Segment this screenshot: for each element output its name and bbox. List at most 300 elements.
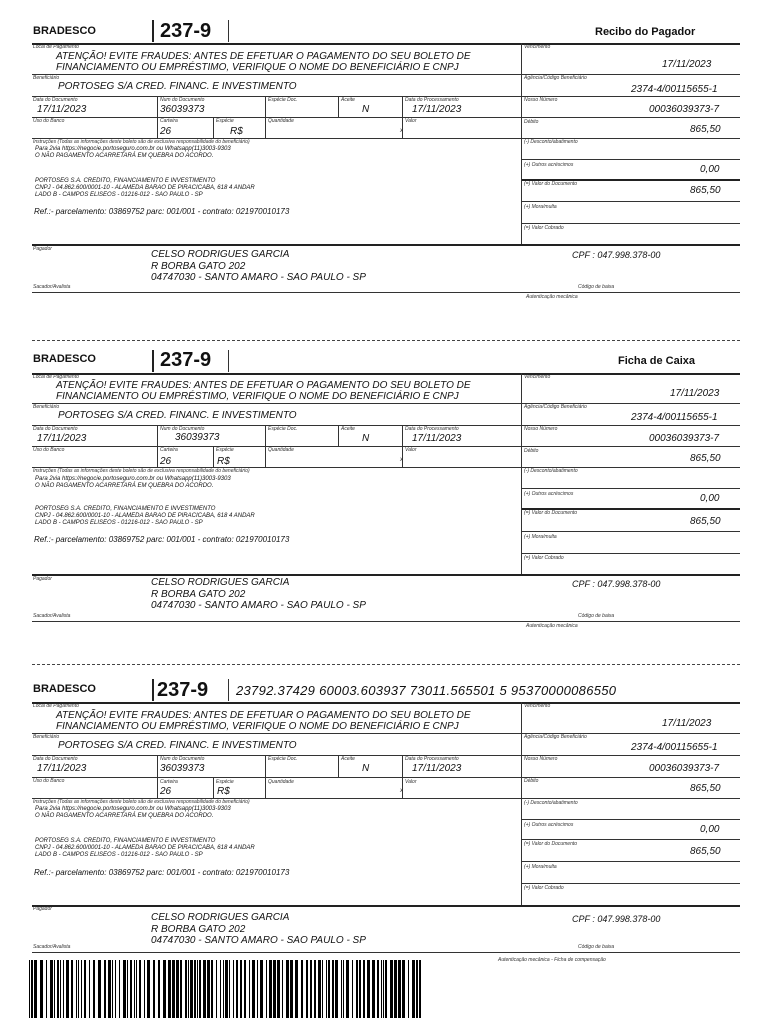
barcode-bar (207, 960, 210, 1018)
pagador-street: R BORBA GATO 202 (151, 924, 246, 935)
rule-3 (32, 777, 740, 778)
agencia-value: 2374-4/00115655-1 (631, 742, 718, 753)
beneficiario-value: PORTOSEG S/A CRED. FINANC. E INVESTIMENTO (58, 81, 297, 92)
num-documento-value: 36039373 (160, 104, 205, 115)
code-divider-left (152, 350, 154, 372)
barcode-bar (326, 960, 327, 1018)
barcode-bar (332, 960, 334, 1018)
bank-code: 237-9 (160, 349, 212, 371)
barcode-bar (282, 960, 283, 1018)
quantidade-x: x (400, 788, 403, 794)
recibo-do-pagador (0, 18, 768, 308)
barcode-bar (123, 960, 126, 1018)
label-num-documento: Num do Documento (160, 756, 205, 762)
agencia-value: 2374-4/00115655-1 (631, 84, 718, 95)
beneficiario-value: PORTOSEG S/A CRED. FINANC. E INVESTIMENTO (58, 740, 297, 751)
label-codigo-baixa: Código de baixa (578, 613, 615, 619)
barcode-bar (98, 960, 101, 1018)
label-debito: Débito (524, 119, 539, 125)
barcode-bar (139, 960, 141, 1018)
label-uso-banco: Uso do Banco (33, 447, 65, 453)
barcode (29, 960, 421, 1018)
quantidade-x: x (400, 128, 403, 134)
label-mora-multa: (+) Mora/multa (524, 534, 557, 540)
barcode-bar (185, 960, 187, 1018)
barcode-bar (385, 960, 387, 1018)
barcode-bar (136, 960, 137, 1018)
label-sacador: Sacador/Avalista (33, 613, 71, 619)
barcode-bar (233, 960, 234, 1018)
code-divider-left (152, 679, 154, 701)
label-autenticacao: Autenticação mecânica (526, 623, 578, 629)
barcode-bar (31, 960, 33, 1018)
barcode-bar (180, 960, 182, 1018)
barcode-bar (416, 960, 418, 1018)
barcode-bar (394, 960, 397, 1018)
barcode-bar (50, 960, 53, 1018)
barcode-bar (383, 960, 384, 1018)
barcode-bar (398, 960, 401, 1018)
barcode-bar (252, 960, 255, 1018)
barcode-bar (236, 960, 238, 1018)
instrucoes-line4: CNPJ - 04.862.600/0001-10 - ALAMEDA BARAO DE PIRACICABA, 618 4 ANDAR (35, 845, 255, 851)
label-agencia: Agência/Código Beneficiário (524, 404, 587, 410)
label-quantidade: Quantidade (268, 779, 294, 785)
label-especie: Espécie (216, 118, 234, 124)
pagador-cpf: CPF : 047.998.378-00 (572, 579, 661, 589)
instrucoes-line5: LADO B - CAMPOS ELISEOS - 01216-012 - SAO PAULO - SP (35, 520, 203, 526)
barcode-bar (84, 960, 86, 1018)
barcode-bar (168, 960, 171, 1018)
barcode-bar (46, 960, 47, 1018)
vencimento-value: 17/11/2023 (662, 718, 712, 729)
instrucoes-line2: O NÃO PAGAMENTO ACARRETARÁ EM QUEBRA DO ACORDO. (35, 153, 214, 159)
vencimento-value: 17/11/2023 (662, 59, 712, 70)
label-valor-cobrado: (=) Valor Cobrado (524, 225, 564, 231)
barcode-bar (356, 960, 358, 1018)
col-divider (213, 446, 214, 467)
barcode-bar (203, 960, 206, 1018)
col-divider (265, 96, 266, 117)
barcode-bar (119, 960, 120, 1018)
outros-acrescimos-value: 0,00 (700, 164, 720, 175)
barcode-bar (104, 960, 106, 1018)
barcode-bar (390, 960, 393, 1018)
label-instrucoes: Instruções (Todas as informações deste boleto são de exclusiva responsabilidade do beneficiário) (33, 139, 250, 145)
instrucoes-line2: O NÃO PAGAMENTO ACARRETARÁ EM QUEBRA DO ACORDO. (35, 813, 214, 819)
barcode-bar (127, 960, 128, 1018)
rule-1 (32, 403, 740, 404)
rule-9 (32, 905, 740, 907)
label-data-processamento: Data do Processamento (405, 426, 459, 432)
label-outros-acrescimos: (+) Outros acréscimos (524, 491, 574, 497)
barcode-bar (306, 960, 308, 1018)
barcode-bar (220, 960, 221, 1018)
col-divider (265, 117, 266, 138)
debito-value: 865,50 (690, 453, 721, 464)
cut-line (32, 340, 740, 341)
label-sacador: Sacador/Avalista (33, 944, 71, 950)
rule-7 (521, 531, 740, 532)
rule-6 (521, 839, 740, 840)
col-divider (265, 446, 266, 467)
barcode-bar (286, 960, 289, 1018)
label-valor-cobrado: (=) Valor Cobrado (524, 555, 564, 561)
label-codigo-baixa: Código de baixa (578, 284, 615, 290)
pagador-name: CELSO RODRIGUES GARCIA (151, 912, 290, 923)
barcode-bar (341, 960, 342, 1018)
rule-10 (32, 292, 740, 293)
label-valor-documento: (=) Valor do Documento (524, 510, 578, 516)
label-mora-multa: (+) Mora/multa (524, 204, 557, 210)
pagador-street: R BORBA GATO 202 (151, 589, 246, 600)
rule-1 (32, 74, 740, 75)
debito-value: 865,50 (690, 783, 721, 794)
carteira-value: 26 (160, 126, 172, 137)
label-valor-documento: (=) Valor do Documento (524, 181, 578, 187)
nosso-numero-value: 00036039373-7 (649, 104, 720, 115)
barcode-bar (290, 960, 293, 1018)
barcode-bar (408, 960, 409, 1018)
label-quantidade: Quantidade (268, 447, 294, 453)
label-data-processamento: Data do Processamento (405, 756, 459, 762)
barcode-bar (318, 960, 321, 1018)
bank-code: 237-9 (160, 20, 212, 42)
rule-8 (521, 223, 740, 224)
debito-value: 865,50 (690, 124, 721, 135)
barcode-bar (63, 960, 64, 1018)
pagador-name: CELSO RODRIGUES GARCIA (151, 249, 290, 260)
col-divider (265, 425, 266, 446)
label-mora-multa: (+) Mora/multa (524, 864, 557, 870)
data-documento-value: 17/11/2023 (37, 104, 87, 115)
rule-5 (521, 819, 740, 820)
right-column-divider (521, 373, 522, 574)
barcode-bar (359, 960, 361, 1018)
label-valor: Valor (405, 118, 417, 124)
label-pagador: Pagador (33, 906, 52, 912)
barcode-bar (93, 960, 95, 1018)
valor-documento-value: 865,50 (690, 846, 721, 857)
barcode-bar (66, 960, 69, 1018)
barcode-bar (158, 960, 160, 1018)
label-pagador: Pagador (33, 246, 52, 252)
data-documento-value: 17/11/2023 (37, 433, 87, 444)
instrucoes-ref: Ref.:- parcelamento: 03869752 parc: 001/001 - contrato: 021970010173 (34, 868, 290, 877)
label-nosso-numero: Nosso Número (524, 426, 558, 432)
num-documento-value: 36039373 (160, 763, 205, 774)
barcode-bar (229, 960, 230, 1018)
label-instrucoes: Instruções (Todas as informações deste boleto são de exclusiva responsabilidade do beneficiário) (33, 468, 250, 474)
barcode-bar (34, 960, 37, 1018)
outros-acrescimos-value: 0,00 (700, 824, 720, 835)
rule-8 (521, 553, 740, 554)
instrucoes-ref: Ref.:- parcelamento: 03869752 parc: 001/001 - contrato: 021970010173 (34, 535, 290, 544)
aceite-value: N (362, 433, 370, 444)
barcode-bar (76, 960, 77, 1018)
rule-8 (521, 883, 740, 884)
barcode-bar (172, 960, 175, 1018)
rule-2 (32, 755, 740, 756)
instrucoes-line3: PORTOSEG S.A. CREDITO, FINANCIAMENTO E INVESTIMENTO (35, 838, 216, 844)
instrucoes-line1: Para 2via https://negocie.portoseguro.com.br ou Whatsapp(11)3003-9303 (35, 146, 231, 152)
label-pagador: Pagador (33, 576, 52, 582)
barcode-bar (144, 960, 145, 1018)
data-documento-value: 17/11/2023 (37, 763, 87, 774)
label-nosso-numero: Nosso Número (524, 756, 558, 762)
label-carteira: Carteira (160, 118, 178, 124)
label-carteira: Carteira (160, 779, 178, 785)
barcode-bar (29, 960, 30, 1018)
local-pagamento-line1: ATENÇÃO! EVITE FRAUDES: ANTES DE EFETUAR O PAGAMENTO DO SEU BOLETO DE (56, 380, 471, 391)
barcode-bar (78, 960, 79, 1018)
barcode-bar (257, 960, 258, 1018)
label-data-documento: Data do Documento (33, 426, 78, 432)
label-valor: Valor (405, 779, 417, 785)
label-valor-cobrado: (=) Valor Cobrado (524, 885, 564, 891)
label-desconto: (-) Desconto/abatimento (524, 139, 578, 145)
barcode-bar (295, 960, 298, 1018)
bank-name: BRADESCO (33, 353, 96, 365)
label-valor: Valor (405, 447, 417, 453)
vencimento-value: 17/11/2023 (670, 388, 720, 399)
barcode-bar (112, 960, 113, 1018)
barcode-bar (176, 960, 179, 1018)
col-divider (265, 755, 266, 777)
label-uso-banco: Uso do Banco (33, 778, 65, 784)
bank-name: BRADESCO (33, 683, 96, 695)
barcode-bar (54, 960, 55, 1018)
label-codigo-baixa: Código de baixa (578, 944, 615, 950)
especie-value: R$ (217, 786, 230, 797)
stub-title: Recibo do Pagador (595, 26, 696, 38)
nosso-numero-value: 00036039373-7 (649, 433, 720, 444)
label-local-pagamento: Local de Pagamento (33, 374, 79, 380)
rule-2 (32, 425, 740, 426)
barcode-bar (57, 960, 59, 1018)
rule-9 (32, 574, 740, 576)
label-especie-doc: Espécie Doc. (268, 97, 298, 103)
rule-7 (521, 861, 740, 862)
barcode-bar (363, 960, 365, 1018)
barcode-bar (147, 960, 150, 1018)
label-vencimento: Vencimento (524, 703, 551, 709)
barcode-bar (367, 960, 370, 1018)
label-data-documento: Data do Documento (33, 97, 78, 103)
label-agencia: Agência/Código Beneficiário (524, 734, 587, 740)
local-pagamento-line1: ATENÇÃO! EVITE FRAUDES: ANTES DE EFETUAR O PAGAMENTO DO SEU BOLETO DE (56, 51, 471, 62)
barcode-bar (81, 960, 82, 1018)
label-uso-banco: Uso do Banco (33, 118, 65, 124)
rule-2 (32, 96, 740, 97)
col-divider (338, 96, 339, 117)
right-column-divider (521, 43, 522, 244)
code-divider-right (228, 679, 229, 701)
label-data-processamento: Data do Processamento (405, 97, 459, 103)
label-aceite: Aceite (341, 97, 355, 103)
label-outros-acrescimos: (+) Outros acréscimos (524, 162, 574, 168)
label-num-documento: Num do Documento (160, 97, 205, 103)
col-divider (402, 117, 403, 138)
barcode-bar (343, 960, 344, 1018)
barcode-bar (310, 960, 312, 1018)
barcode-bar (211, 960, 213, 1018)
nosso-numero-value: 00036039373-7 (649, 763, 720, 774)
pagador-cpf: CPF : 047.998.378-00 (572, 914, 661, 924)
outros-acrescimos-value: 0,00 (700, 493, 720, 504)
rule-5 (521, 159, 740, 160)
header-rule (32, 43, 740, 45)
right-column-divider (521, 702, 522, 905)
label-sacador: Sacador/Avalista (33, 284, 71, 290)
barcode-bar (197, 960, 198, 1018)
label-vencimento: Vencimento (524, 44, 551, 50)
barcode-bar (40, 960, 43, 1018)
rule-5 (521, 488, 740, 489)
instrucoes-line5: LADO B - CAMPOS ELISEOS - 01216-012 - SAO PAULO - SP (35, 852, 203, 858)
col-divider (402, 777, 403, 798)
rule-9 (32, 244, 740, 246)
instrucoes-line3: PORTOSEG S.A. CREDITO, FINANCIAMENTO E INVESTIMENTO (35, 506, 216, 512)
code-divider-right (228, 350, 229, 372)
barcode-bar (163, 960, 166, 1018)
label-especie: Espécie (216, 779, 234, 785)
barcode-bar (188, 960, 189, 1018)
barcode-bar (381, 960, 382, 1018)
data-processamento-value: 17/11/2023 (412, 433, 462, 444)
barcode-bar (314, 960, 316, 1018)
local-pagamento-line2: FINANCIAMENTO OU EMPRÉSTIMO, VERIFIQUE O NOME DO BENEFICIÁRIO E CNPJ (56, 391, 459, 402)
barcode-bar (249, 960, 250, 1018)
barcode-bar (153, 960, 155, 1018)
barcode-bar (199, 960, 201, 1018)
instrucoes-line4: CNPJ - 04.862.600/0001-10 - ALAMEDA BARAO DE PIRACICABA, 618 4 ANDAR (35, 513, 255, 519)
barcode-bar (277, 960, 280, 1018)
barcode-bar (266, 960, 267, 1018)
code-divider-right (228, 20, 229, 42)
label-nosso-numero: Nosso Número (524, 97, 558, 103)
barcode-bar (130, 960, 132, 1018)
label-desconto: (-) Desconto/abatimento (524, 800, 578, 806)
beneficiario-value: PORTOSEG S/A CRED. FINANC. E INVESTIMENTO (58, 410, 297, 421)
barcode-bar (269, 960, 272, 1018)
data-processamento-value: 17/11/2023 (412, 763, 462, 774)
label-data-documento: Data do Documento (33, 756, 78, 762)
data-processamento-value: 17/11/2023 (412, 104, 462, 115)
barcode-bar (260, 960, 263, 1018)
barcode-bar (273, 960, 276, 1018)
aceite-value: N (362, 763, 370, 774)
carteira-value: 26 (160, 786, 172, 797)
quantidade-x: x (400, 457, 403, 463)
carteira-value: 26 (160, 456, 172, 467)
label-desconto: (-) Desconto/abatimento (524, 468, 578, 474)
col-divider (213, 117, 214, 138)
label-carteira: Carteira (160, 447, 178, 453)
barcode-bar (377, 960, 379, 1018)
label-especie-doc: Espécie Doc. (268, 426, 298, 432)
barcode-bar (328, 960, 330, 1018)
label-quantidade: Quantidade (268, 118, 294, 124)
instrucoes-ref: Ref.:- parcelamento: 03869752 parc: 001/001 - contrato: 021970010173 (34, 207, 290, 216)
local-pagamento-line1: ATENÇÃO! EVITE FRAUDES: ANTES DE EFETUAR O PAGAMENTO DO SEU BOLETO DE (56, 710, 471, 721)
pagador-street: R BORBA GATO 202 (151, 261, 246, 272)
barcode-bar (115, 960, 116, 1018)
instrucoes-line1: Para 2via https://negocie.portoseguro.com.br ou Whatsapp(11)3003-9303 (35, 476, 231, 482)
rule-10 (32, 621, 740, 622)
ficha-de-caixa (0, 348, 768, 638)
col-divider (402, 96, 403, 117)
col-divider (213, 777, 214, 798)
label-vencimento: Vencimento (524, 374, 551, 380)
label-debito: Débito (524, 448, 539, 454)
bank-code: 237-9 (157, 679, 209, 701)
label-valor-documento: (=) Valor do Documento (524, 841, 578, 847)
pagador-name: CELSO RODRIGUES GARCIA (151, 577, 290, 588)
barcode-bar (71, 960, 73, 1018)
barcode-bar (301, 960, 303, 1018)
barcode-bar (60, 960, 61, 1018)
label-especie: Espécie (216, 447, 234, 453)
col-divider (402, 446, 403, 467)
local-pagamento-line2: FINANCIAMENTO OU EMPRÉSTIMO, VERIFIQUE O NOME DO BENEFICIÁRIO E CNPJ (56, 721, 459, 732)
barcode-bar (419, 960, 421, 1018)
barcode-bar (190, 960, 193, 1018)
label-local-pagamento: Local de Pagamento (33, 703, 79, 709)
code-divider-left (152, 20, 154, 42)
label-beneficiario: Beneficiário (33, 75, 60, 81)
pagador-cpf: CPF : 047.998.378-00 (572, 250, 661, 260)
rule-1 (32, 733, 740, 734)
ficha-de-compensacao (0, 678, 768, 963)
instrucoes-line2: O NÃO PAGAMENTO ACARRETARÁ EM QUEBRA DO ACORDO. (35, 483, 214, 489)
aceite-value: N (362, 104, 370, 115)
digitable-line: 23792.37429 60003.603937 73011.565501 5 95370000086550 (236, 683, 617, 698)
label-instrucoes: Instruções (Todas as informações deste boleto são de exclusiva responsabilidade do beneficiário) (33, 799, 250, 805)
instrucoes-line3: PORTOSEG S.A. CREDITO, FINANCIAMENTO E INVESTIMENTO (35, 178, 216, 184)
valor-documento-value: 865,50 (690, 516, 721, 527)
especie-value: R$ (230, 126, 243, 137)
pagador-city: 04747030 - SANTO AMARO - SAO PAULO - SP (151, 272, 366, 283)
label-beneficiario: Beneficiário (33, 734, 60, 740)
barcode-bar (352, 960, 353, 1018)
label-autenticacao-ficha: Autenticação mecânica - Ficha de compensação (498, 957, 606, 963)
barcode-bar (240, 960, 242, 1018)
barcode-bar (89, 960, 90, 1018)
pagador-city: 04747030 - SANTO AMARO - SAO PAULO - SP (151, 600, 366, 611)
barcode-bar (216, 960, 217, 1018)
barcode-bar (335, 960, 338, 1018)
col-divider (402, 755, 403, 777)
header-rule (32, 702, 740, 704)
valor-documento-value: 865,50 (690, 185, 721, 196)
cut-line (32, 664, 740, 665)
pagador-city: 04747030 - SANTO AMARO - SAO PAULO - SP (151, 935, 366, 946)
header-rule (32, 373, 740, 375)
rule-7 (521, 201, 740, 202)
rule-3 (32, 117, 740, 118)
local-pagamento-line2: FINANCIAMENTO OU EMPRÉSTIMO, VERIFIQUE O NOME DO BENEFICIÁRIO E CNPJ (56, 62, 459, 73)
label-outros-acrescimos: (+) Outros acréscimos (524, 822, 574, 828)
num-documento-value: 36039373 (175, 432, 220, 443)
barcode-bar (223, 960, 224, 1018)
col-divider (265, 777, 266, 798)
label-debito: Débito (524, 778, 539, 784)
instrucoes-line4: CNPJ - 04.862.600/0001-10 - ALAMEDA BARAO DE PIRACICABA, 618 4 ANDAR (35, 185, 255, 191)
barcode-bar (225, 960, 228, 1018)
col-divider (338, 755, 339, 777)
barcode-bar (134, 960, 135, 1018)
